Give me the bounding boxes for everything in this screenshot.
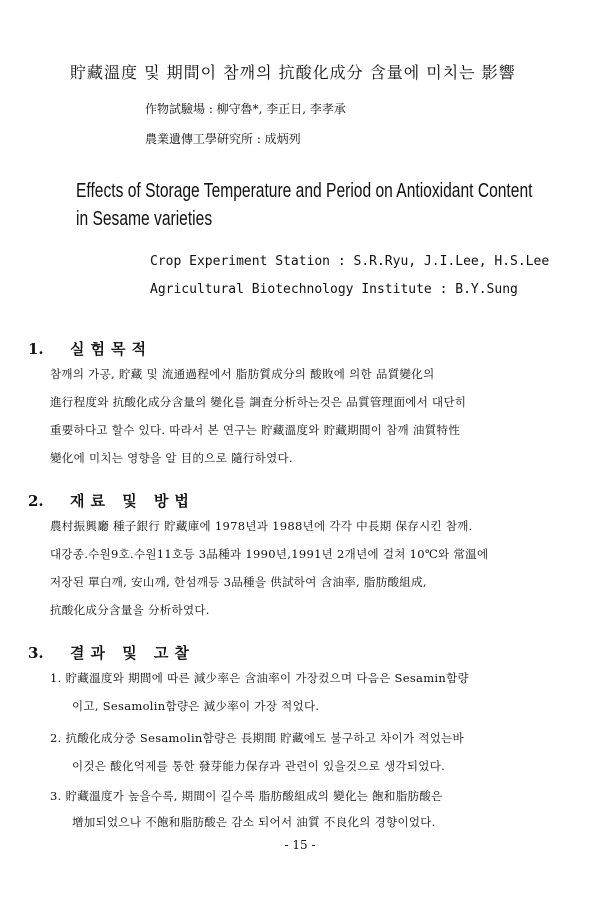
section-1-line: 重要하다고 할수 있다. 따라서 본 연구는 貯藏溫度와 貯藏期間이 참깨 油質特性 [50, 423, 461, 437]
page-number: - 15 - [284, 838, 316, 852]
section-3-heading [28, 642, 195, 663]
section-2-line: 抗酸化成分含量을 分析하였다. [50, 603, 210, 617]
korean-authors-biotech-institute: 農業遺傳工學硏究所 : 成炳列 [145, 132, 301, 146]
result-item-2 [50, 730, 464, 746]
section-2-line: 저장된 單白깨, 安山깨, 한섬깨등 3品種을 供試하여 含油率, 脂肪酸組成, [50, 575, 427, 589]
english-authors-biotech-institute: Agricultural Biotechnology Institute : B.Y.Sung [150, 282, 518, 297]
section-1-heading [28, 338, 152, 359]
item-line: 貯藏溫度와 期間에 따른 減少率은 含油率이 가장컸으며 다음은 Sesamin함량 [65, 671, 469, 685]
section-title: 실험목적 [70, 340, 152, 358]
result-item-2-continuation: 이것은 酸化억제를 통한 發芽能力保存과 관련이 있을것으로 생각되었다. [72, 759, 446, 773]
item-number: 1. [50, 671, 62, 685]
item-line: 貯藏溫度가 높을수록, 期間이 길수록 脂肪酸組成의 變化는 飽和脂肪酸은 [65, 789, 443, 803]
section-2-line: 農村振興廳 種子銀行 貯藏庫에 1978년과 1988년에 각각 中長期 保存시킨 참깨. [50, 519, 473, 533]
section-title: 결과 및 고찰 [70, 644, 195, 662]
section-1-line: 進行程度와 抗酸化成分含量의 變化를 調査分析하는것은 品質管理面에서 대단히 [50, 395, 467, 409]
korean-authors-crop-station: 作物試驗場 : 柳守魯*, 李正日, 李孝承 [145, 102, 346, 116]
section-1-line: 참깨의 가공, 貯藏 및 流通過程에서 脂肪質成分의 酸敗에 의한 品質變化의 [50, 367, 435, 381]
result-item-1 [50, 670, 469, 686]
item-number: 3. [50, 789, 62, 803]
section-1-line: 變化에 미치는 영향을 알 目的으로 隨行하였다. [50, 451, 293, 465]
section-number: 1. [28, 340, 44, 358]
korean-title: 貯藏溫度 및 期間이 참깨의 抗酸化成分 含量에 미치는 影響 [70, 63, 516, 82]
result-item-3 [50, 788, 443, 804]
section-number: 3. [28, 644, 44, 662]
section-2-heading [28, 490, 195, 511]
result-item-1-continuation: 이고, Sesamolin함량은 減少率이 가장 적었다. [72, 699, 320, 713]
section-2-line: 대강종.수원9호.수원11호등 3品種과 1990년,1991년 2개년에 걸쳐 10℃와 常溫에 [50, 547, 489, 561]
english-authors-crop-station: Crop Experiment Station : S.R.Ryu, J.I.Lee, H.S.Lee [150, 254, 550, 269]
result-item-3-continuation: 增加되었으나 不飽和脂肪酸은 감소 되어서 油質 不良化의 경향이었다. [72, 815, 436, 829]
section-title: 재료 및 방법 [70, 492, 195, 510]
section-number: 2. [28, 492, 44, 510]
item-number: 2. [50, 731, 62, 745]
item-line: 抗酸化成分중 Sesamolin함량은 長期間 貯藏에도 불구하고 차이가 적었는바 [65, 731, 464, 745]
english-title-line-2: in Sesame varieties [76, 208, 213, 230]
english-title-line-1: Effects of Storage Temperature and Period on Antioxidant Content [76, 180, 533, 202]
